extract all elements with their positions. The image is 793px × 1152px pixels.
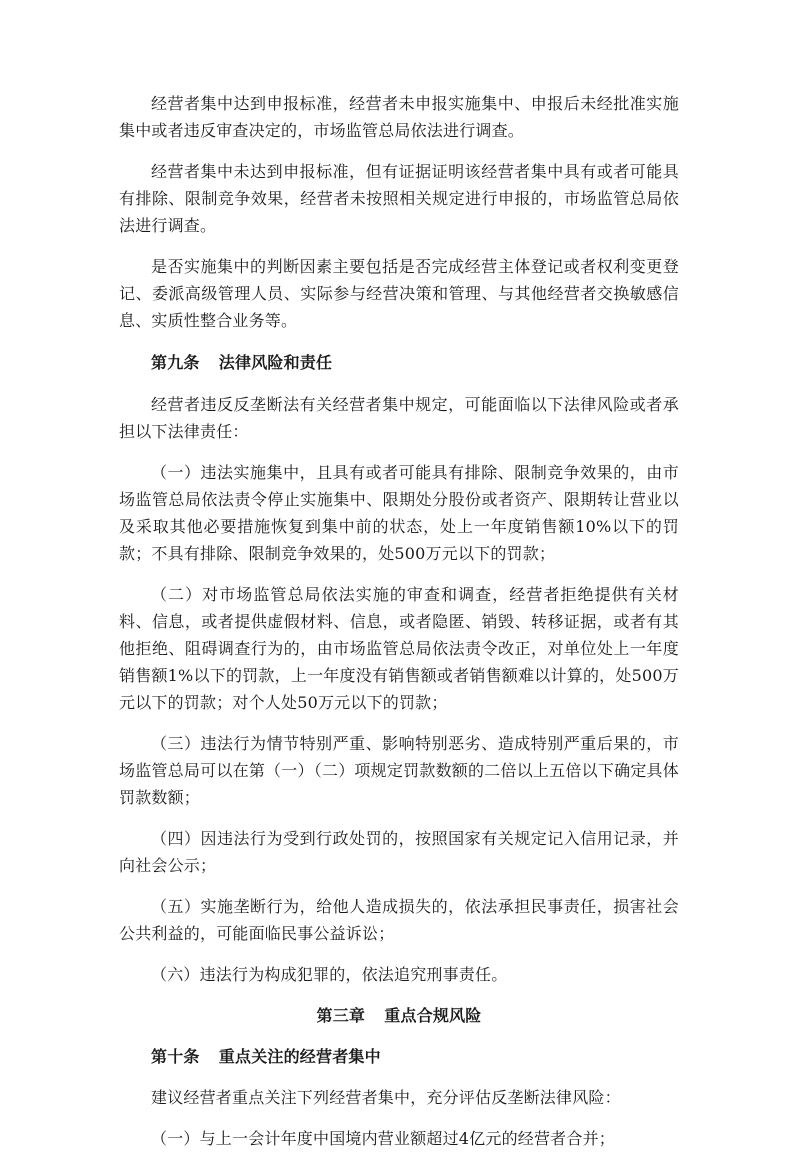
article-9-item-4: （四）因违法行为受到行政处罚的，按照国家有关规定记入信用记录，并向社会公示； [119, 829, 679, 875]
article-9-intro: 经营者违反反垄断法有关经营者集中规定，可能面临以下法律风险或者承担以下法律责任： [119, 395, 679, 441]
article-10-title: 重点关注的经营者集中 [218, 1047, 381, 1066]
article-10-heading [119, 1043, 679, 1070]
paragraph-2: 经营者集中未达到申报标准，但有证据证明该经营者集中具有或者可能具有排除、限制竞争效果，经营者未按照相关规定进行申报的，市场监管总局依法进行调查。 [119, 162, 679, 235]
paragraph-3: 是否实施集中的判断因素主要包括是否完成经营主体登记或者权利变更登记、委派高级管理人员、实际参与经营决策和管理、与其他经营者交换敏感信息、实质性整合业务等。 [119, 257, 679, 330]
article-10-number: 第十条 [151, 1047, 200, 1066]
article-9-item-1: （一）违法实施集中，且具有或者可能具有排除、限制竞争效果的，由市场监管总局依法责令停止实施集中、限期处分股份或者资产、限期转让营业以及采取其他必要措施恢复到集中前的状态，处上一年度销售额10%以下的罚款；不具有排除、限制竞争效果的，处500万元以下的罚款； [119, 463, 679, 563]
chapter-3-number: 第三章 [316, 1006, 366, 1025]
article-10-intro: 建议经营者重点关注下列经营者集中，充分评估反垄断法律风险： [151, 1088, 621, 1107]
paragraph-1: 经营者集中达到申报标准，经营者未申报实施集中、申报后未经批准实施集中或者违反审查决定的，市场监管总局依法进行调查。 [119, 94, 679, 140]
article-9-item-3: （三）违法行为情节特别严重、影响特别恶劣、造成特别严重后果的，市场监管总局可以在第（一）（二）项规定罚款数额的二倍以上五倍以下确定具体罚款数额； [119, 734, 679, 807]
article-9-item-5: （五）实施垄断行为，给他人造成损失的，依法承担民事责任，损害社会公共利益的，可能面临民事公益诉讼； [119, 897, 679, 943]
chapter-3-title: 重点合规风险 [384, 1006, 482, 1025]
document-page [119, 90, 679, 1152]
article-9-heading [119, 349, 679, 376]
article-9-title: 法律风险和责任 [218, 353, 333, 372]
article-10-item-1: （一）与上一会计年度中国境内营业额超过4亿元的经营者合并； [151, 1129, 615, 1148]
chapter-3-heading [119, 1002, 679, 1029]
article-9-item-6: （六）违法行为构成犯罪的，依法追究刑事责任。 [151, 965, 508, 984]
article-9-number: 第九条 [151, 353, 200, 372]
article-9-item-2: （二）对市场监管总局依法实施的审查和调查，经营者拒绝提供有关材料、信息，或者提供虚假材料、信息，或者隐匿、销毁、转移证据，或者有其他拒绝、阻碍调查行为的，由市场监管总局依法责令改正，对单位处上一年度销售额1%以下的罚款，上一年度没有销售额或者销售额难以计算的，处500万元以下的罚款；对个人处50万元以下的罚款； [119, 585, 679, 712]
